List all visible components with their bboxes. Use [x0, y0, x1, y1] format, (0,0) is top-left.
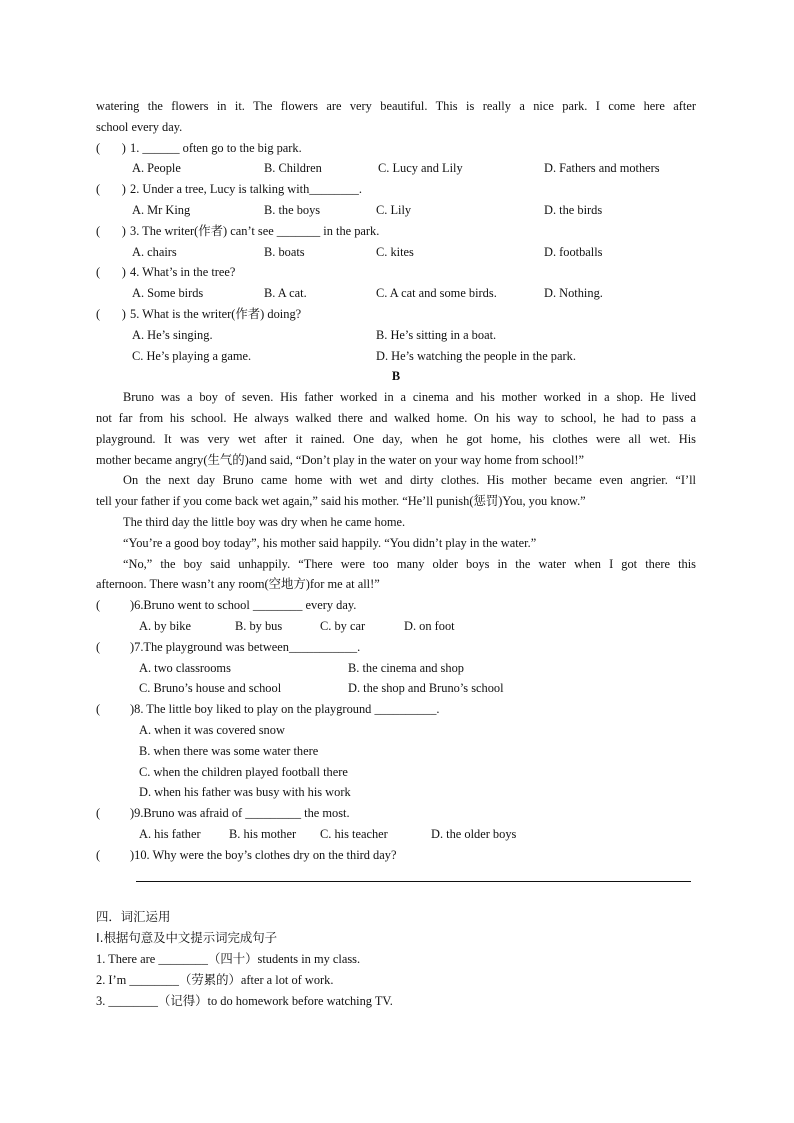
question-stem: 2. Under a tree, Lucy is talking with________.	[130, 182, 362, 197]
question-stem: )8. The little boy liked to play on the playground __________.	[130, 702, 440, 717]
section-title: 四．词汇运用	[96, 909, 171, 925]
options-row	[96, 283, 696, 304]
answer-bracket[interactable]: ( )	[96, 265, 126, 280]
question-3	[96, 221, 696, 242]
question-4	[96, 262, 696, 283]
option: C. Bruno’s house and school	[139, 681, 282, 696]
options-row	[96, 242, 696, 263]
option: C. by car	[320, 618, 366, 633]
answer-bracket[interactable]: (	[96, 806, 119, 821]
option: B. A cat.	[264, 286, 307, 301]
question-stem: 5. What is the writer(作者) doing?	[130, 306, 302, 321]
options-row	[96, 200, 696, 221]
answer-line[interactable]	[136, 881, 691, 882]
question-10	[96, 845, 696, 866]
options-row	[96, 616, 696, 637]
question-stem: 1. ______ often go to the big park.	[130, 140, 302, 155]
options-row	[96, 346, 696, 367]
option: A. his father	[139, 826, 201, 841]
passage-line: not far from his school. He always walked there and walked home. On his way to school, he had to pass a	[96, 410, 696, 425]
fill-blank-item[interactable]: 2. I’m ________（劳累的）after a lot of work.	[96, 972, 334, 987]
option: C. his teacher	[320, 826, 388, 841]
question-5	[96, 304, 696, 325]
passage-line: mother became angry(生气的)and said, “Don’t play in the water on your way home from school!”	[96, 452, 585, 467]
fill-blank-item[interactable]: 1. There are ________（四十）students in my class.	[96, 952, 361, 967]
options-row	[96, 824, 696, 845]
worksheet-page	[96, 96, 696, 1011]
fill-blank-item[interactable]: 3. ________（记得）to do homework before watching TV.	[96, 993, 393, 1008]
answer-bracket[interactable]: (	[96, 598, 119, 613]
option: C. Lily	[376, 202, 412, 217]
passage-b-heading: B	[391, 369, 401, 384]
answer-bracket[interactable]: ( )	[96, 223, 126, 238]
spacer	[96, 891, 696, 907]
passage-line: Bruno was a boy of seven. His father worked in a cinema and his mother worked in a shop. He lived	[123, 390, 696, 405]
answer-line-row	[96, 865, 696, 891]
options-row	[96, 325, 696, 346]
option: B. by bus	[235, 618, 283, 633]
option: D. Nothing.	[544, 286, 603, 301]
answer-bracket[interactable]: (	[96, 702, 119, 717]
option: A. Some birds	[132, 286, 204, 301]
question-1	[96, 138, 696, 159]
passage-line: The third day the little boy was dry when he came home.	[123, 514, 406, 529]
passage-a-line: school every day.	[96, 119, 183, 134]
option: B. the cinema and shop	[348, 660, 464, 675]
question-6	[96, 595, 696, 616]
option: A. when it was covered snow	[139, 722, 285, 737]
answer-bracket[interactable]: (	[96, 639, 119, 654]
option: C. when the children played football there	[139, 764, 348, 779]
question-9	[96, 803, 696, 824]
option: B. the boys	[264, 202, 321, 217]
option: C. Lucy and Lily	[378, 161, 463, 176]
option: C. kites	[376, 244, 414, 259]
option: B. his mother	[229, 826, 297, 841]
question-stem: 4. What’s in the tree?	[130, 265, 236, 280]
passage-line: On the next day Bruno came home with wet and dirty clothes. His mother became even angrier. “I’ll	[123, 473, 696, 488]
option: B. He’s sitting in a boat.	[376, 327, 497, 342]
question-stem: )10. Why were the boy’s clothes dry on the third day?	[130, 847, 397, 862]
answer-bracket[interactable]: ( )	[96, 182, 126, 197]
passage-line: afternoon. There wasn’t any room(空地方)for me at all!”	[96, 577, 380, 592]
option: D. the birds	[544, 202, 603, 217]
option: D. the older boys	[431, 826, 517, 841]
options-row	[96, 678, 696, 699]
question-stem: )9.Bruno was afraid of _________ the most.	[130, 806, 350, 821]
option: D. He’s watching the people in the park.	[376, 348, 576, 363]
option: D. Fathers and mothers	[544, 161, 660, 176]
option: D. when his father was busy with his work	[139, 785, 351, 800]
option: D. on foot	[404, 618, 455, 633]
question-2	[96, 179, 696, 200]
passage-a-line: watering the flowers in it. The flowers are very beautiful. This is really a nice park. I come here after	[96, 99, 696, 113]
answer-bracket[interactable]: ( )	[96, 140, 126, 155]
question-7	[96, 637, 696, 658]
options-row	[96, 158, 696, 179]
option: A. chairs	[132, 244, 177, 259]
option: C. A cat and some birds.	[376, 286, 497, 301]
question-8	[96, 699, 696, 720]
option: A. He’s singing.	[132, 327, 213, 342]
passage-line: tell your father if you come back wet again,” said his mother. “He’ll punish(惩罚)You, you know.”	[96, 494, 586, 509]
options-row	[96, 658, 696, 679]
option: A. by bike	[139, 618, 191, 633]
section-subtitle: Ⅰ.根据句意及中文提示词完成句子	[96, 930, 278, 946]
passage-line: playground. It was very wet after it rained. One day, when he got home, his clothes were all wet. His	[96, 431, 696, 446]
option: A. People	[132, 161, 181, 176]
answer-bracket[interactable]: (	[96, 847, 119, 862]
option: B. boats	[264, 244, 305, 259]
option: B. Children	[264, 161, 322, 176]
option: A. Mr King	[132, 202, 191, 217]
passage-line: “No,” the boy said unhappily. “There were too many older boys in the water when I got there this	[123, 556, 696, 571]
question-stem: )6.Bruno went to school ________ every day.	[130, 598, 357, 613]
option: C. He’s playing a game.	[132, 348, 252, 363]
answer-bracket[interactable]: ( )	[96, 306, 126, 321]
option: A. two classrooms	[139, 660, 231, 675]
question-stem: 3. The writer(作者) can’t see _______ in the park.	[130, 223, 380, 238]
option: D. footballs	[544, 244, 603, 259]
option: B. when there was some water there	[139, 743, 319, 758]
question-stem: )7.The playground was between___________.	[130, 639, 361, 654]
passage-line: “You’re a good boy today”, his mother said happily. “You didn’t play in the water.”	[123, 535, 537, 550]
option: D. the shop and Bruno’s school	[348, 681, 504, 696]
